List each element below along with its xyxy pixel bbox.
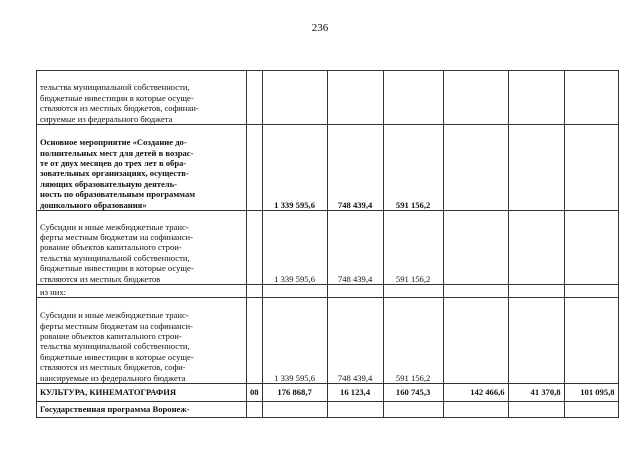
value-cell-4: 142 466,6 (443, 384, 508, 402)
code-cell (247, 71, 263, 125)
code-cell: 08 (247, 384, 263, 402)
value-cell-3: 591 156,2 (383, 125, 443, 211)
value-cell-1 (262, 285, 327, 298)
row-description: Основное мероприятие «Создание до- полнительных мест для детей в возрас- те от двух месяцев до трех лет в обра- зовательных организациях, осуществ- ляющих образовательную деятель- ность по образовательным программам дошкольного образования» (37, 125, 247, 211)
value-cell-4 (443, 285, 508, 298)
value-cell-6 (564, 211, 618, 285)
value-cell-6: 101 095,8 (564, 384, 618, 402)
code-cell (247, 285, 263, 298)
table-row (37, 71, 619, 125)
value-cell-1: 1 339 595,6 (262, 298, 327, 384)
value-cell-4 (443, 402, 508, 418)
value-cell-1: 1 339 595,6 (262, 125, 327, 211)
value-cell-2: 16 123,4 (327, 384, 383, 402)
value-cell-4 (443, 71, 508, 125)
value-cell-2: 748 439,4 (327, 211, 383, 285)
row-description: Субсидии и иные межбюджетные транс- ферты местным бюджетам на софинанси- рование объектов капитального строи- тельства муниципальной собственности, бюджетные инвестиции в которые осуще- ствляются из местных бюджетов, софи- нансируемые из федерального бюджета (37, 298, 247, 384)
value-cell-6 (564, 298, 618, 384)
value-cell-5 (508, 402, 564, 418)
section-heading: КУЛЬТУРА, КИНЕМАТОГРАФИЯ (37, 384, 247, 402)
value-cell-2 (327, 71, 383, 125)
value-cell-5: 41 370,8 (508, 384, 564, 402)
code-cell (247, 402, 263, 418)
value-cell-3: 591 156,2 (383, 298, 443, 384)
value-cell-1: 1 339 595,6 (262, 211, 327, 285)
table-row (37, 402, 619, 418)
row-description: Субсидии и иные межбюджетные транс- ферты местным бюджетам на софинанси- рование объектов капитального строи- тельства муниципальной собственности, бюджетные инвестиции в которые осуще- ствляются из местных бюджетов (37, 211, 247, 285)
code-cell (247, 298, 263, 384)
value-cell-3: 160 745,3 (383, 384, 443, 402)
value-cell-5 (508, 71, 564, 125)
value-cell-4 (443, 211, 508, 285)
row-description: Государственная программа Воронеж- (37, 402, 247, 418)
table-row (37, 285, 619, 298)
table-row (37, 384, 619, 402)
value-cell-6 (564, 285, 618, 298)
value-cell-2 (327, 285, 383, 298)
value-cell-2: 748 439,4 (327, 125, 383, 211)
value-cell-5 (508, 125, 564, 211)
value-cell-3 (383, 285, 443, 298)
value-cell-1: 176 868,7 (262, 384, 327, 402)
value-cell-1 (262, 402, 327, 418)
value-cell-5 (508, 211, 564, 285)
code-cell (247, 125, 263, 211)
value-cell-3 (383, 71, 443, 125)
value-cell-4 (443, 125, 508, 211)
value-cell-2 (327, 402, 383, 418)
table-row (37, 211, 619, 285)
value-cell-6 (564, 125, 618, 211)
code-cell (247, 211, 263, 285)
table-row (37, 298, 619, 384)
value-cell-5 (508, 298, 564, 384)
row-description: тельства муниципальной собственности, бюджетные инвестиции в которые осуще- ствляются из местных бюджетов, софинан- сируемые из федерального бюджета (37, 71, 247, 125)
page-number: 236 (311, 22, 329, 34)
value-cell-2: 748 439,4 (327, 298, 383, 384)
value-cell-3: 591 156,2 (383, 211, 443, 285)
value-cell-5 (508, 285, 564, 298)
value-cell-6 (564, 71, 618, 125)
value-cell-4 (443, 298, 508, 384)
table-row (37, 125, 619, 211)
value-cell-3 (383, 402, 443, 418)
value-cell-6 (564, 402, 618, 418)
value-cell-1 (262, 71, 327, 125)
row-description: из них: (37, 285, 247, 298)
budget-table (36, 70, 619, 418)
